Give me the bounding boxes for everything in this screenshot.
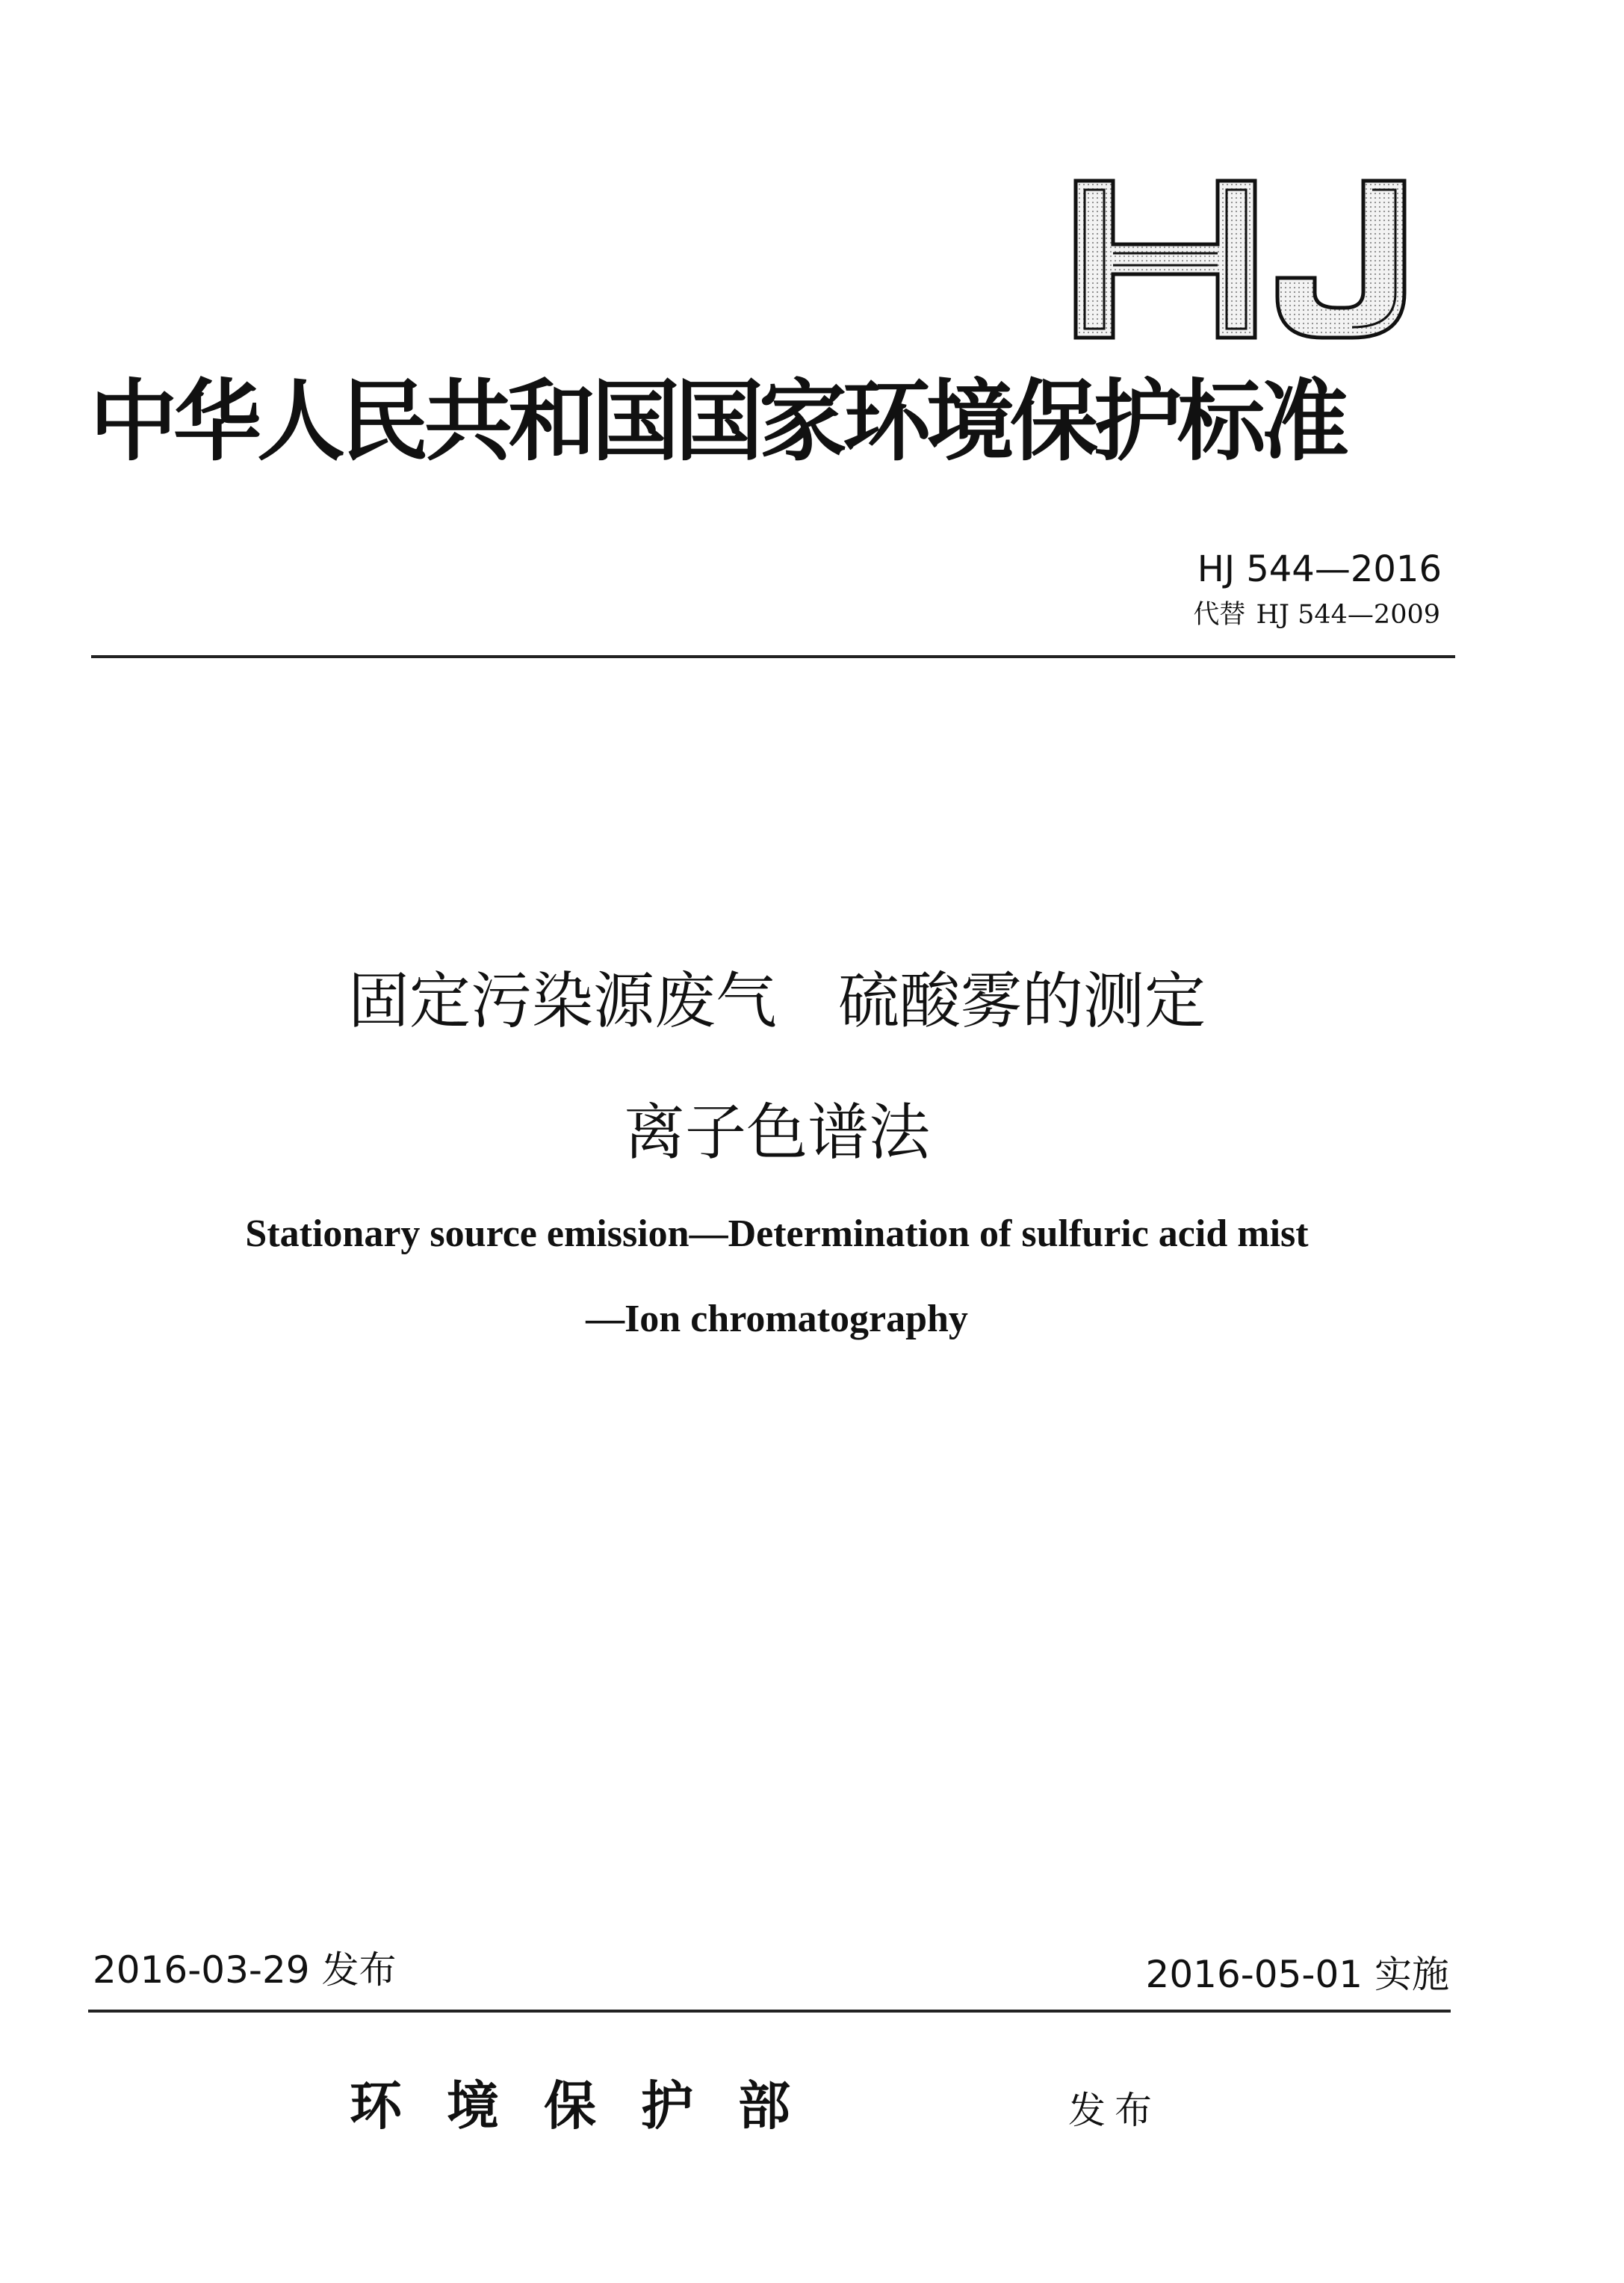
title-cn-line1: 固定污染源废气 硫酸雾的测定 <box>347 966 1206 1037</box>
agency-title: 中华人民共和国国家环境保护标准 <box>90 369 1345 473</box>
replaces-line <box>1193 602 1440 628</box>
replaces-prefix: 代替 <box>1193 600 1246 630</box>
logo-letter-j <box>1277 181 1404 338</box>
hj-standard-logo <box>1068 173 1419 345</box>
publisher-suffix: 发布 <box>1068 2089 1161 2132</box>
issue-date: 2016-03-29 发布 <box>93 1948 397 1992</box>
title-en-line2: —Ion chromatography <box>586 1298 968 1340</box>
header-divider <box>91 655 1455 658</box>
logo-letter-h <box>1076 181 1255 338</box>
title-cn-line2: 离子色谱法 <box>623 1097 930 1168</box>
footer-divider <box>88 2010 1451 2013</box>
title-en-line1: Stationary source emission—Determination of sulfuric acid mist <box>245 1212 1309 1255</box>
replaces-number: HJ 544—2009 <box>1256 600 1440 630</box>
standard-number: HJ 544—2016 <box>1197 548 1442 590</box>
implementation-date: 2016-05-01 实施 <box>1145 1953 1449 1996</box>
publisher-name: 环境保护部 <box>350 2075 835 2137</box>
